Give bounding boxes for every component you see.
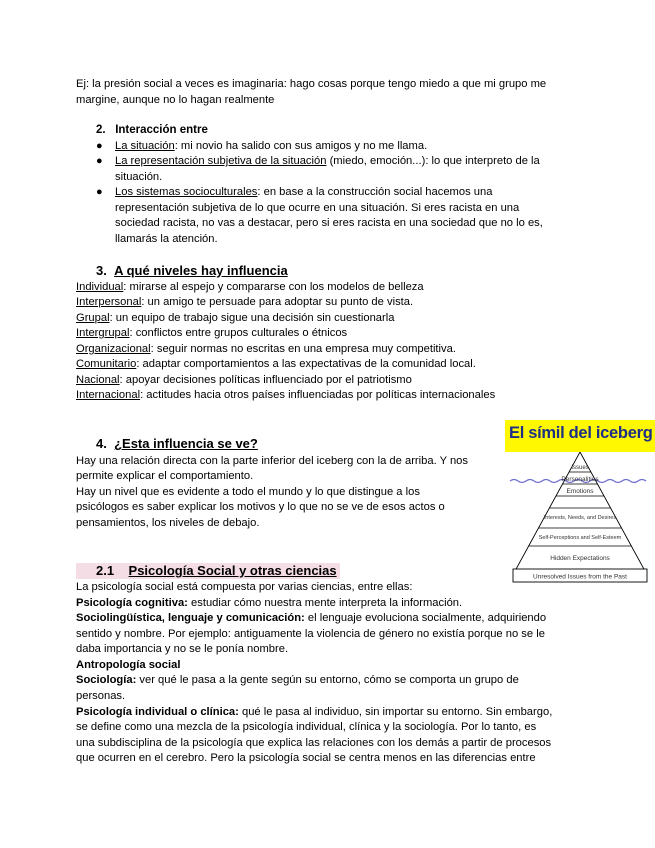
layer-unresolved: Unresolved Issues from the Past: [533, 573, 627, 581]
bullet-label: La situación: [115, 140, 175, 152]
section-4-line: permite explicar el comportamiento.: [76, 470, 254, 482]
section-4-line: Hay un nivel que es evidente a todo el mundo y lo que distingue a los: [76, 486, 420, 498]
bullet-text: : en base a la construcción social hacemos una: [257, 186, 493, 198]
level-label: Comunitario: [76, 358, 137, 370]
bullet-dot-icon: ●: [96, 140, 103, 152]
level-text: : un equipo de trabajo sigue una decisión sin cuestionarla: [109, 312, 395, 324]
term: Sociolingüística, lenguaje y comunicación:: [76, 612, 305, 624]
level-item: [76, 280, 424, 296]
level-label: Nacional: [76, 374, 120, 386]
paragraph-continuation: que ocurren en el cerebro. Pero la psicología social se centra menos en las diferencias entre: [76, 752, 536, 764]
section-4-line: Hay una relación directa con la parte inferior del iceberg con la de arriba. Y nos: [76, 455, 468, 467]
paragraph-sociolinguistica: [76, 611, 546, 627]
paragraph-continuation: una subdisciplina de la psicología que explica las relaciones con los demás a partir de procesos: [76, 737, 552, 749]
layer-interests: [544, 515, 617, 521]
paragraph-cognitiva: [76, 596, 462, 612]
intro-line-2: margine, aunque no lo hagan realmente: [76, 94, 275, 106]
intro-line-1: Ej: la presión social a veces es imaginaria: hago cosas porque tengo miedo a que mi grupo me: [76, 78, 547, 90]
section-2-1-number: 2.1: [96, 563, 115, 578]
term: Psicología cognitiva:: [76, 597, 188, 609]
layer-emotions: Emotions: [566, 488, 594, 495]
level-label: Grupal: [76, 312, 110, 324]
definition: el lenguaje evoluciona socialmente, adquiriendo: [304, 612, 547, 624]
level-label: Organizacional: [76, 343, 151, 355]
level-item: [76, 311, 394, 327]
level-label: Interpersonal: [76, 296, 142, 308]
layer-interests-text: Interests, Needs, and Desires: [543, 515, 617, 521]
level-item: [76, 342, 456, 358]
level-item: [76, 388, 495, 404]
term: Psicología individual o clínica:: [76, 706, 239, 718]
layer-self-perceptions: Self-Perceptions and Self-Esteem: [538, 535, 622, 541]
level-item: [76, 357, 476, 373]
section-2-1-intro: La psicología social está compuesta por varias ciencias, entre ellas:: [76, 581, 413, 593]
level-label: Internacional: [76, 389, 141, 401]
section-3-number: 3.: [96, 263, 107, 278]
section-2-1-title: Psicología Social y otras ciencias: [128, 563, 337, 578]
section-4-heading: [96, 436, 258, 452]
level-text: : apoyar decisiones políticas influenciado por el patriotismo: [119, 374, 412, 386]
paragraph-antropologia: Antropología social: [76, 659, 181, 671]
bullet-sistemas: [115, 185, 492, 201]
bullet-continuation: situación.: [115, 171, 163, 183]
bullet-continuation: sociedad racista, no vas a destacar, pero si eres racista en una sociedad que no lo es,: [115, 217, 543, 229]
level-text: : seguir normas no escritas en una empresa muy competitiva.: [150, 343, 456, 355]
iceberg-pyramid: [505, 452, 655, 586]
level-label: Intergrupal: [76, 327, 130, 339]
level-text: : mirarse al espejo y compararse con los modelos de belleza: [123, 281, 424, 293]
bullet-continuation: representación subjetiva de lo que ocurre en una situación. Si eres racista en una: [115, 202, 520, 214]
section-4-title: ¿Esta influencia se ve?: [114, 436, 258, 451]
section-2-title: Interacción entre: [115, 124, 208, 136]
section-2-heading: [96, 123, 208, 138]
level-text: : adaptar comportamientos a las expectativas de la comunidad local.: [136, 358, 476, 370]
level-item: [76, 295, 413, 311]
term: Sociología:: [76, 674, 137, 686]
section-2-number: 2.: [96, 124, 106, 136]
paragraph-continuation: personas.: [76, 690, 126, 702]
level-item: [76, 373, 412, 389]
bullet-dot-icon: ●: [96, 186, 103, 198]
bullet-dot-icon: ●: [96, 155, 103, 167]
section-3-title: A qué niveles hay influencia: [114, 263, 288, 278]
bullet-continuation: llamarás la atención.: [115, 233, 218, 245]
bullet-situacion: [115, 139, 427, 155]
bullet-label: Los sistemas socioculturales: [115, 186, 258, 198]
section-4-number: 4.: [96, 436, 107, 451]
iceberg-title: El símil del iceberg: [509, 424, 653, 442]
paragraph-continuation: daba importancia y no se le ponía nombre.: [76, 643, 289, 655]
paragraph-clinica: [76, 705, 552, 721]
level-text: : un amigo te persuade para adoptar su punto de vista.: [141, 296, 414, 308]
section-4-line: psicólogos es saber explicar los motivos y lo que no se ve de esos actos o: [76, 501, 445, 513]
definition: estudiar cómo nuestra mente interpreta la información.: [187, 597, 463, 609]
paragraph-continuation: se define como una mezcla de la psicología individual, clínica y la sociología. Por lo tanto, es: [76, 721, 537, 733]
bullet-label: La representación subjetiva de la situación: [115, 155, 327, 167]
level-item: [76, 326, 347, 342]
paragraph-sociologia: [76, 673, 519, 689]
layer-issues: Issues: [571, 465, 589, 471]
level-text: : actitudes hacia otros países influenciadas por políticas internacionales: [140, 389, 496, 401]
section-4-line: pensamientos, los niveles de debajo.: [76, 517, 260, 529]
paragraph-continuation: sentido y nombre. Por ejemplo: antiguamente la violencia de género no existía porque no se le: [76, 628, 545, 640]
definition: ver qué le pasa a la gente según su entorno, cómo se comporta un grupo de: [136, 674, 519, 686]
bullet-text: : mi novio ha salido con sus amigos y no me llama.: [174, 140, 428, 152]
level-text: : conflictos entre grupos culturales o étnicos: [129, 327, 348, 339]
layer-personalities: Personalities: [561, 476, 599, 483]
bullet-text: (miedo, emoción...): lo que interpreto de la: [326, 155, 540, 167]
iceberg-title-banner: [505, 420, 655, 452]
section-2-1-heading: [76, 563, 340, 579]
definition: qué le pasa al individuo, sin importar su entorno. Sin embargo,: [238, 706, 553, 718]
layer-hidden-expectations: Hidden Expectations: [550, 555, 610, 562]
bullet-representacion: [115, 154, 540, 170]
level-label: Individual: [76, 281, 124, 293]
section-3-heading: [96, 263, 288, 279]
